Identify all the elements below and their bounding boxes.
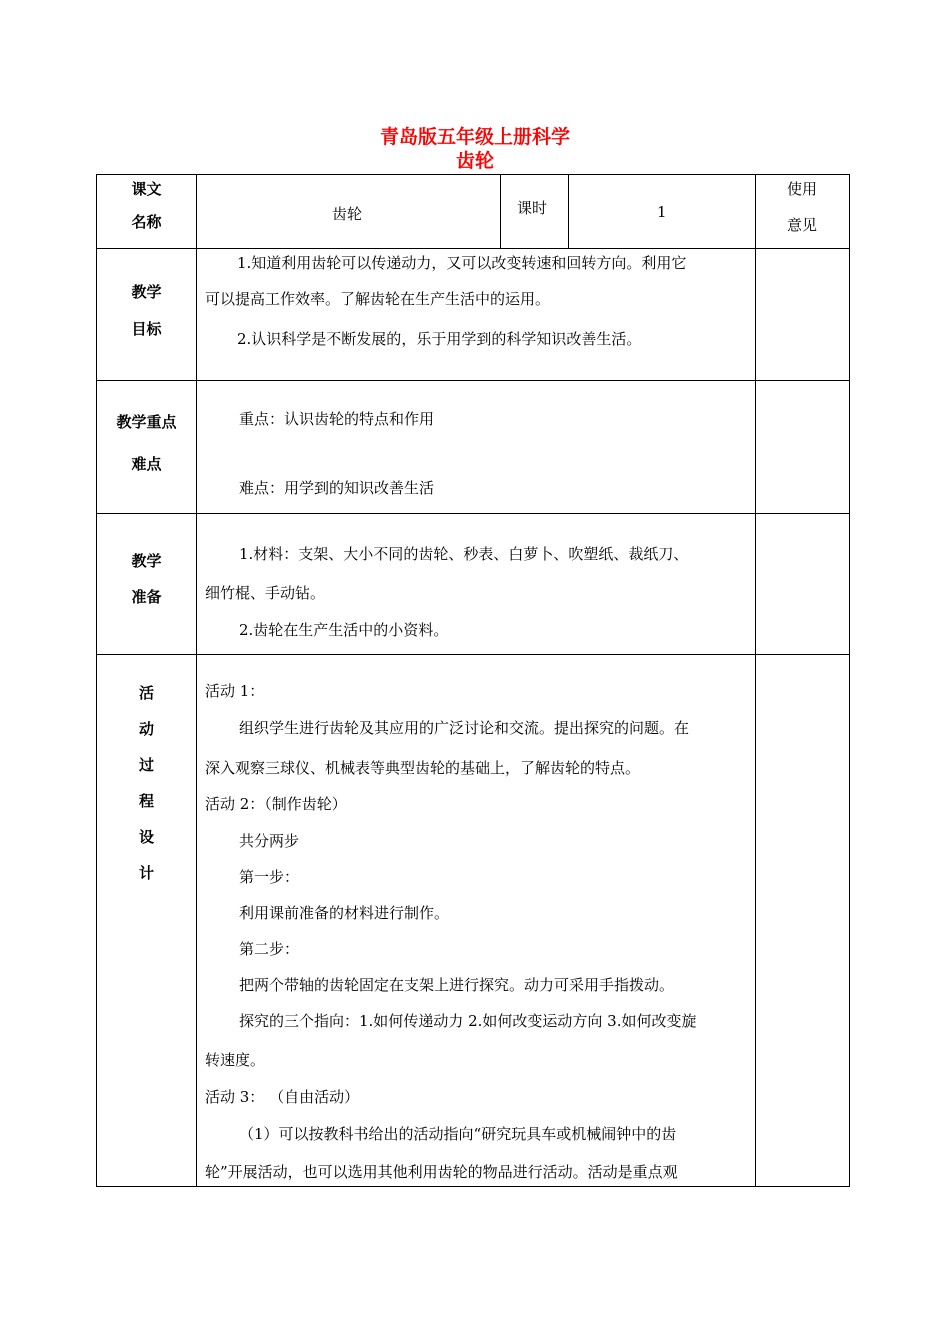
objectives-line-3: 2.认识科学是不断发展的，乐于用学到的科学知识改善生活。 xyxy=(237,330,642,348)
key-difficulty-text: 难点：用学到的知识改善生活 xyxy=(239,479,435,497)
activities-label-char: 程 xyxy=(138,792,154,810)
preparation-label-1: 教学 xyxy=(131,552,162,570)
title-line-1: 青岛版五年级上册科学 xyxy=(379,126,570,148)
row-divider xyxy=(97,513,849,514)
period-label: 课时 xyxy=(517,199,548,217)
activity-line: （1）可以按教科书给出的活动指向“研究玩具车或机械闹钟中的齿 xyxy=(239,1125,677,1143)
lesson-name-value: 齿轮 xyxy=(332,205,363,223)
activity-line: 轮”开展活动，也可以选用其他利用齿轮的物品进行活动。活动是重点观 xyxy=(205,1163,678,1181)
objectives-line-2: 可以提高工作效率。了解齿轮在生产生活中的运用。 xyxy=(205,290,551,308)
column-divider xyxy=(568,175,569,248)
preparation-line-3: 2.齿轮在生产生活中的小资料。 xyxy=(239,621,449,639)
opinion-label-2: 意见 xyxy=(787,216,818,234)
row-divider xyxy=(97,654,849,655)
activities-label-char: 动 xyxy=(138,720,154,738)
lesson-name-label-2: 名称 xyxy=(131,213,162,231)
activities-label-char: 设 xyxy=(138,828,154,846)
preparation-label-2: 准备 xyxy=(131,588,162,606)
activity-line: 转速度。 xyxy=(205,1051,266,1069)
activities-label-char: 计 xyxy=(138,864,154,882)
row-divider xyxy=(97,380,849,381)
preparation-line-2: 细竹棍、手动钻。 xyxy=(205,584,326,602)
key-focus-text: 重点：认识齿轮的特点和作用 xyxy=(239,410,435,428)
activity-line: 活动 2：（制作齿轮） xyxy=(205,795,347,813)
column-divider xyxy=(755,175,756,1186)
activities-label-char: 活 xyxy=(138,684,154,702)
activity-line: 第二步： xyxy=(239,940,300,958)
lesson-name-label-1: 课文 xyxy=(131,180,162,198)
objectives-line-1: 1.知道利用齿轮可以传递动力，又可以改变转速和回转方向。利用它 xyxy=(237,254,687,272)
period-value: 1 xyxy=(657,203,667,221)
activity-line: 组织学生进行齿轮及其应用的广泛讨论和交流。提出探究的问题。在 xyxy=(239,719,690,737)
objectives-label-1: 教学 xyxy=(131,283,162,301)
preparation-line-1: 1.材料：支架、大小不同的齿轮、秒表、白萝卜、吹塑纸、裁纸刀、 xyxy=(239,545,689,563)
key-points-label-2: 难点 xyxy=(131,455,162,473)
lesson-plan-table xyxy=(96,174,850,1187)
activity-line: 活动 3： （自由活动） xyxy=(205,1088,360,1106)
activity-line: 深入观察三球仪、机械表等典型齿轮的基础上，了解齿轮的特点。 xyxy=(205,759,641,777)
activity-line: 探究的三个指向：1.如何传递动力 2.如何改变运动方向 3.如何改变旋 xyxy=(239,1012,697,1030)
column-divider xyxy=(500,175,501,248)
activity-line: 第一步： xyxy=(239,868,300,886)
opinion-label-1: 使用 xyxy=(787,180,818,198)
objectives-label-2: 目标 xyxy=(131,320,162,338)
activity-line: 把两个带轴的齿轮固定在支架上进行探究。动力可采用手指拨动。 xyxy=(239,976,675,994)
activity-line: 共分两步 xyxy=(239,832,300,850)
activity-line: 利用课前准备的材料进行制作。 xyxy=(239,904,450,922)
key-points-label-1: 教学重点 xyxy=(116,413,177,431)
activity-line: 活动 1： xyxy=(205,682,265,700)
column-divider xyxy=(196,175,197,1186)
activities-label-char: 过 xyxy=(138,756,154,774)
title-line-2: 齿轮 xyxy=(455,150,494,172)
